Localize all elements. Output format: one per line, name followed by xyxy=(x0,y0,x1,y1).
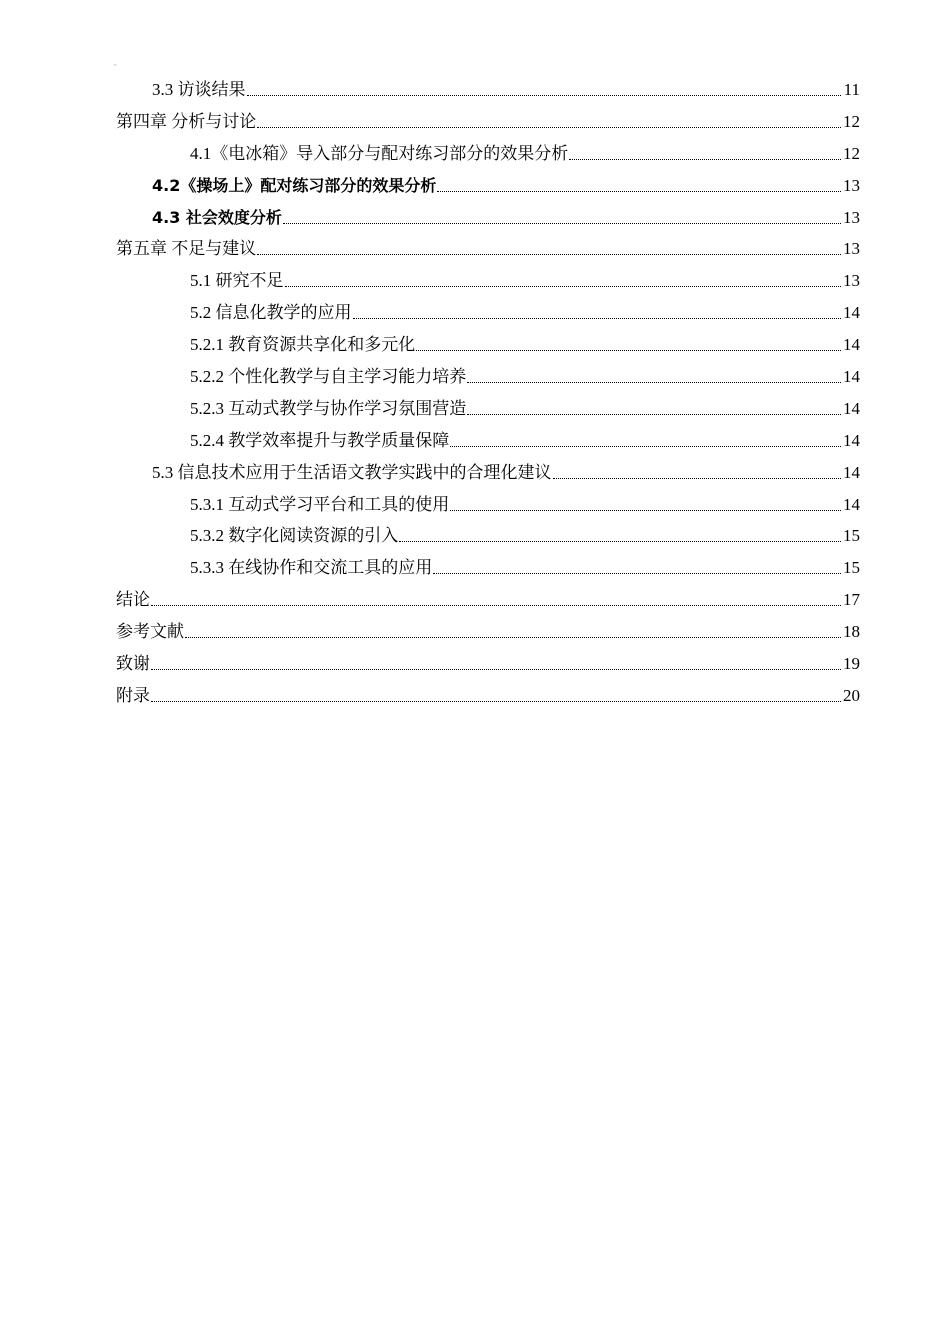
toc-dot-leader xyxy=(185,636,841,638)
toc-entry[interactable] xyxy=(116,329,860,361)
toc-entry-page-number: 14 xyxy=(843,494,860,514)
toc-dot-leader xyxy=(247,94,842,96)
toc-entry-page-number: 13 xyxy=(843,207,860,227)
toc-dot-leader xyxy=(257,253,841,255)
toc-entry-title: 第四章 分析与讨论 xyxy=(116,111,257,131)
toc-entry-page-number: 15 xyxy=(843,526,860,546)
corner-mark: “ xyxy=(114,64,117,70)
toc-entry-page-number: 20 xyxy=(843,685,860,705)
toc-entry-page-number: 13 xyxy=(843,239,860,259)
toc-entry-title: 5.3.3 在线协作和交流工具的应用 xyxy=(190,558,433,578)
toc-entry[interactable] xyxy=(116,457,860,489)
toc-entry-page-number: 13 xyxy=(843,271,860,291)
toc-entry-title: 5.3 信息技术应用于生活语文教学实践中的合理化建议 xyxy=(152,462,552,482)
toc-entry-page-number: 12 xyxy=(843,143,860,163)
toc-entry[interactable] xyxy=(116,106,860,138)
toc-entry[interactable] xyxy=(116,648,860,680)
toc-entry-page-number: 14 xyxy=(843,430,860,450)
table-of-contents xyxy=(116,74,860,712)
toc-entry-page-number: 14 xyxy=(843,335,860,355)
toc-entry[interactable] xyxy=(116,680,860,712)
toc-entry-title: 5.3.2 数字化阅读资源的引入 xyxy=(190,526,399,546)
toc-dot-leader xyxy=(433,572,841,574)
toc-entry[interactable] xyxy=(116,552,860,584)
toc-dot-leader xyxy=(399,540,841,542)
toc-entry[interactable] xyxy=(116,202,860,234)
toc-dot-leader xyxy=(450,445,841,447)
toc-entry[interactable] xyxy=(116,425,860,457)
toc-entry-title: 5.3.1 互动式学习平台和工具的使用 xyxy=(190,494,450,514)
toc-dot-leader xyxy=(467,413,841,415)
toc-entry-title: 5.2.2 个性化教学与自主学习能力培养 xyxy=(190,367,467,387)
toc-entry-title: 4.2《操场上》配对练习部分的效果分析 xyxy=(152,175,437,195)
toc-entry[interactable] xyxy=(116,393,860,425)
toc-entry-page-number: 14 xyxy=(843,462,860,482)
toc-dot-leader xyxy=(416,349,841,351)
toc-entry-page-number: 11 xyxy=(843,80,860,99)
toc-entry-page-number: 19 xyxy=(843,654,860,674)
toc-dot-leader xyxy=(151,700,841,702)
toc-dot-leader xyxy=(553,477,842,479)
toc-dot-leader xyxy=(283,222,841,224)
toc-entry-title: 致谢 xyxy=(116,654,150,674)
toc-entry[interactable] xyxy=(116,233,860,265)
toc-dot-leader xyxy=(450,509,841,511)
toc-entry-page-number: 14 xyxy=(843,303,860,323)
toc-entry[interactable] xyxy=(116,489,860,521)
toc-entry[interactable] xyxy=(116,170,860,202)
toc-entry-title: 第五章 不足与建议 xyxy=(116,239,257,259)
toc-entry[interactable] xyxy=(116,361,860,393)
toc-entry-page-number: 14 xyxy=(843,398,860,418)
toc-entry-page-number: 18 xyxy=(843,622,860,642)
toc-entry[interactable] xyxy=(116,616,860,648)
toc-dot-leader xyxy=(467,381,841,383)
toc-entry[interactable] xyxy=(116,74,860,106)
toc-entry-page-number: 15 xyxy=(843,558,860,578)
toc-dot-leader xyxy=(437,190,841,192)
toc-entry[interactable] xyxy=(116,265,860,297)
toc-entry-title: 5.2.1 教育资源共享化和多元化 xyxy=(190,335,416,355)
toc-dot-leader xyxy=(569,158,841,160)
toc-entry-title: 5.1 研究不足 xyxy=(190,271,284,291)
toc-entry-page-number: 17 xyxy=(843,590,860,610)
toc-entry-page-number: 13 xyxy=(843,175,860,195)
toc-dot-leader xyxy=(285,285,842,287)
toc-entry[interactable] xyxy=(116,297,860,329)
toc-entry-title: 5.2.4 教学效率提升与教学质量保障 xyxy=(190,430,450,450)
toc-entry[interactable] xyxy=(116,520,860,552)
toc-entry-title: 结论 xyxy=(116,590,150,610)
toc-dot-leader xyxy=(353,317,842,319)
toc-entry[interactable] xyxy=(116,584,860,616)
toc-entry-title: 5.2 信息化教学的应用 xyxy=(190,303,352,323)
toc-entry-title: 参考文献 xyxy=(116,622,184,642)
toc-entry-page-number: 12 xyxy=(843,111,860,131)
toc-entry-title: 4.1《电冰箱》导入部分与配对练习部分的效果分析 xyxy=(190,143,569,163)
toc-entry-title: 4.3 社会效度分析 xyxy=(152,207,282,227)
toc-entry-title: 附录 xyxy=(116,685,150,705)
toc-entry-page-number: 14 xyxy=(843,367,860,387)
toc-entry[interactable] xyxy=(116,138,860,170)
toc-dot-leader xyxy=(151,604,841,606)
toc-entry-title: 3.3 访谈结果 xyxy=(152,80,246,99)
toc-dot-leader xyxy=(151,668,841,670)
toc-entry-title: 5.2.3 互动式教学与协作学习氛围营造 xyxy=(190,398,467,418)
toc-dot-leader xyxy=(257,126,841,128)
